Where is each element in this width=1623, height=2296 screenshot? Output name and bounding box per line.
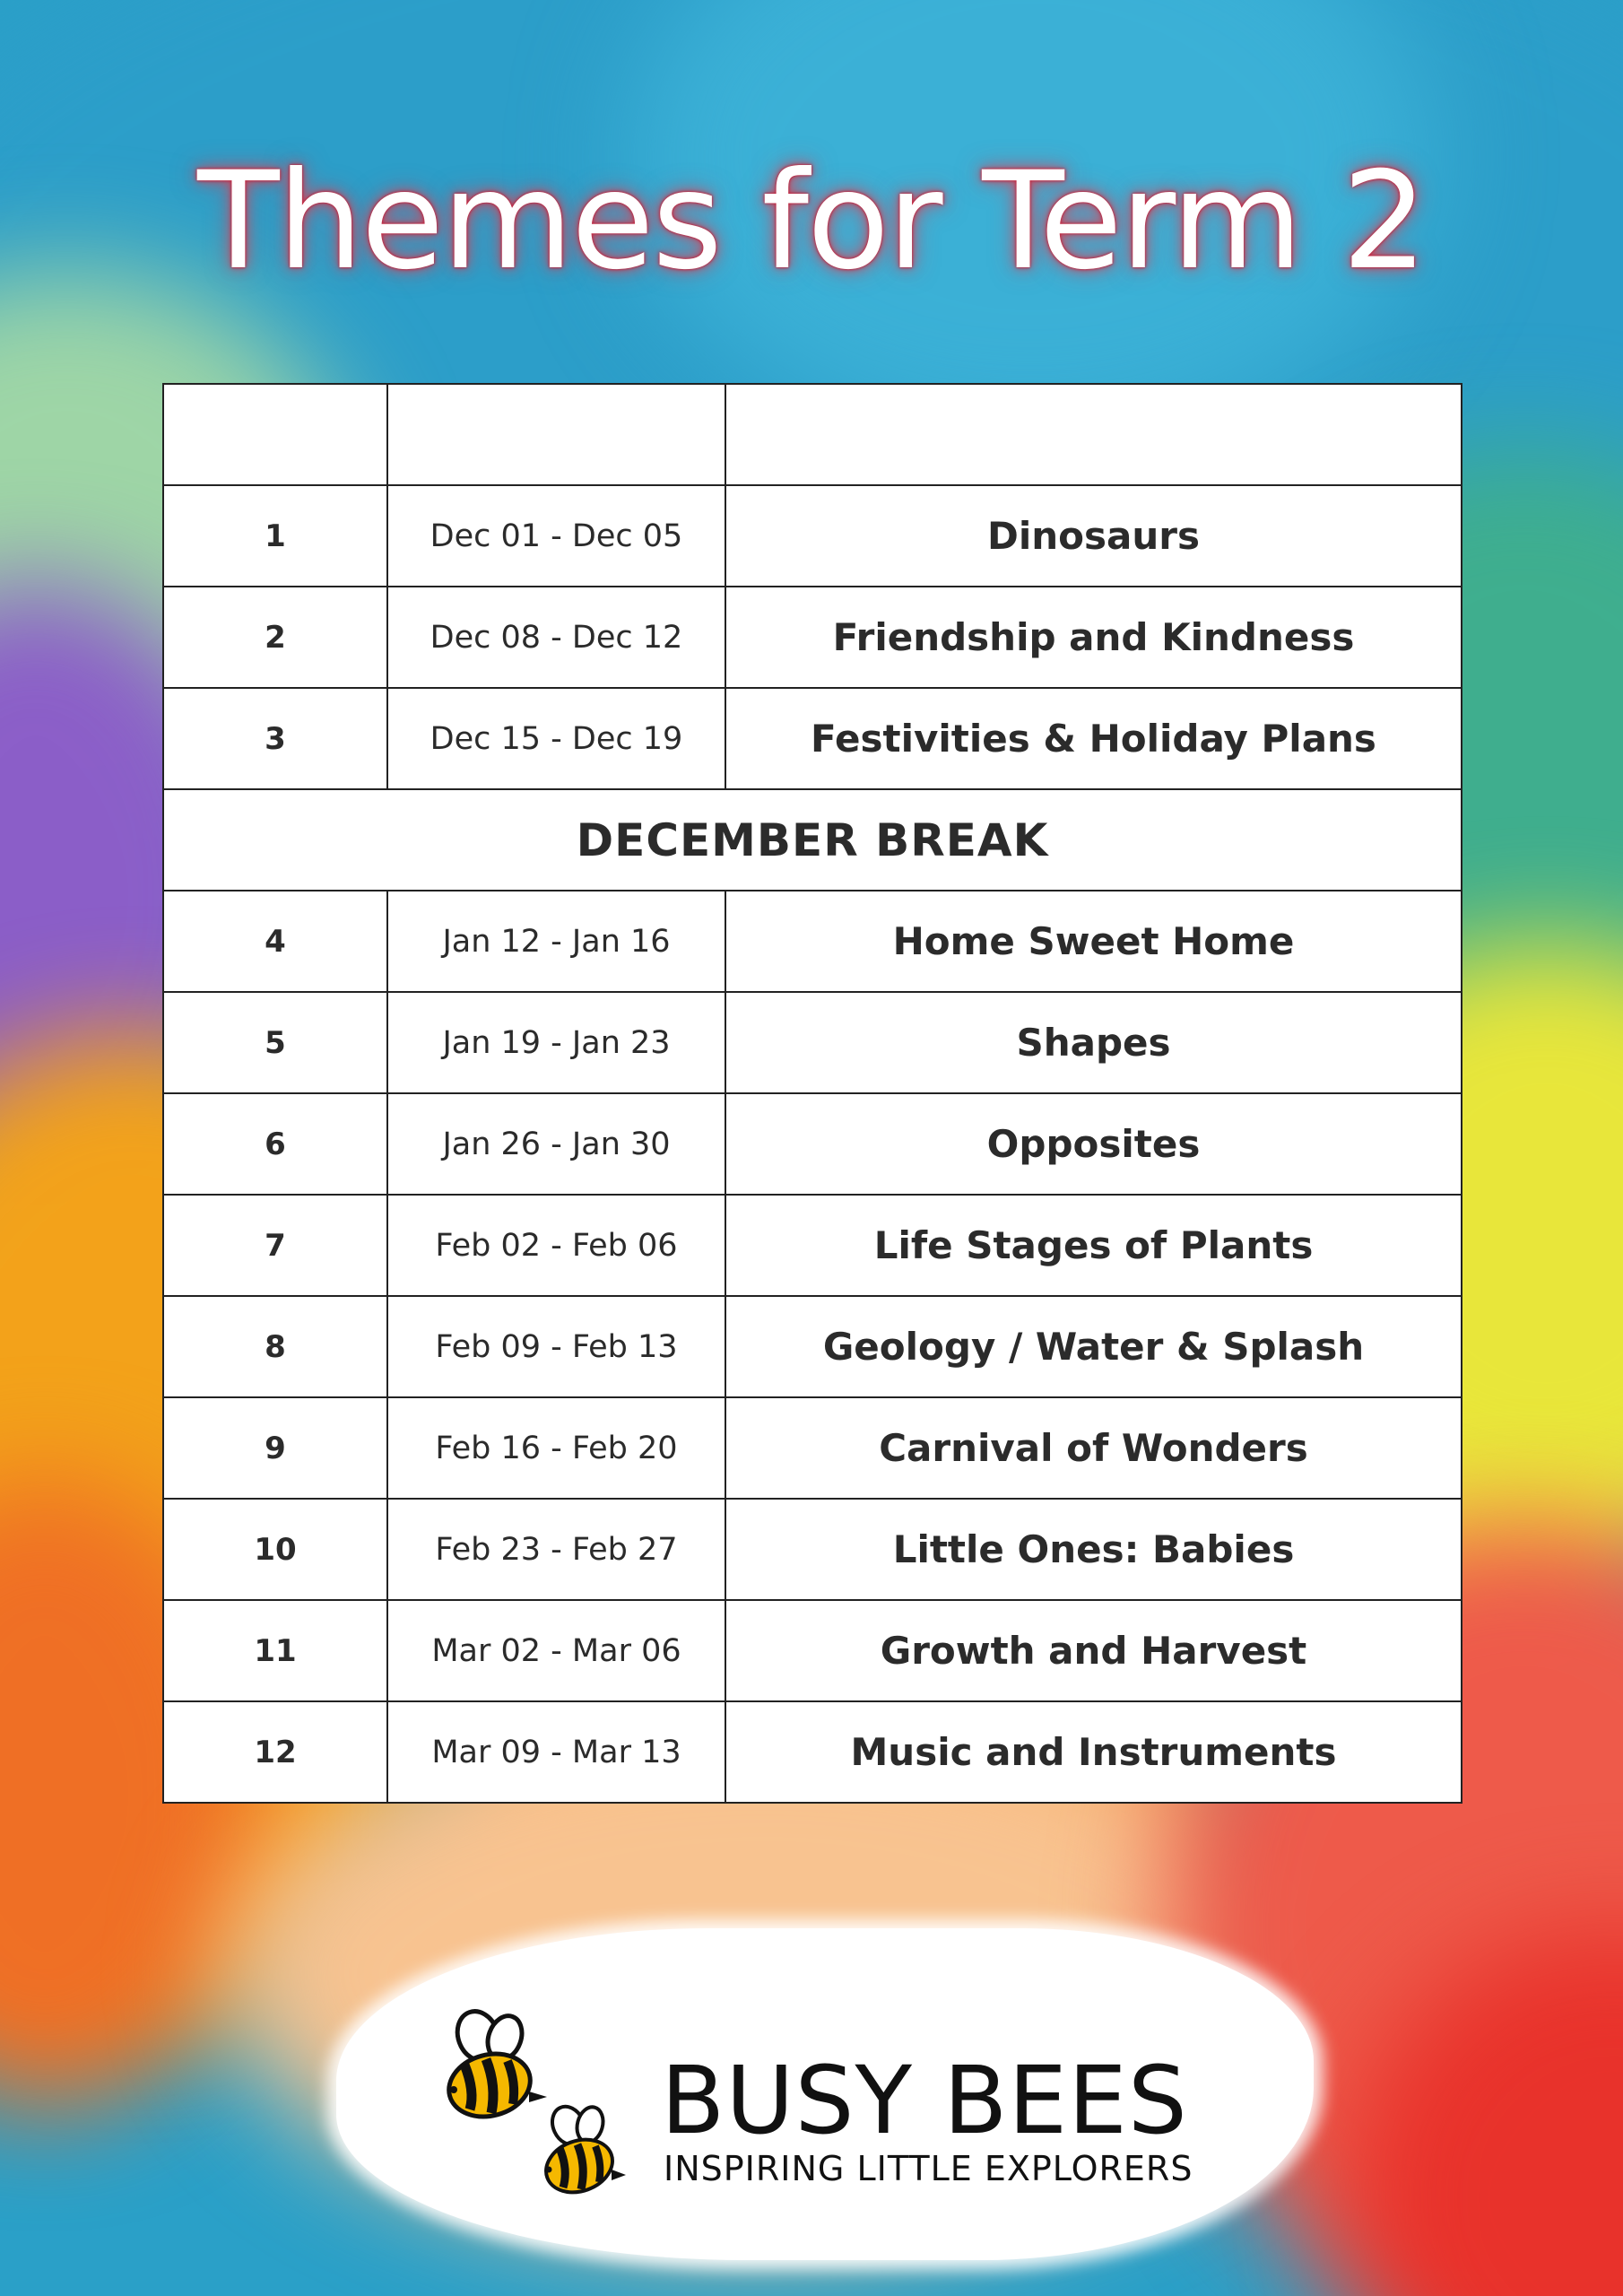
table-row bbox=[163, 1499, 1462, 1600]
theme-cell: Dinosaurs bbox=[725, 485, 1462, 587]
theme-cell: Shapes bbox=[725, 992, 1462, 1093]
week-cell: 2 bbox=[163, 587, 387, 688]
table-row bbox=[163, 485, 1462, 587]
week-cell: 11 bbox=[163, 1600, 387, 1701]
table-row bbox=[163, 1296, 1462, 1397]
week-cell: 1 bbox=[163, 485, 387, 587]
date-cell: Jan 19 - Jan 23 bbox=[387, 992, 725, 1093]
december-break-label: DECEMBER BREAK bbox=[163, 789, 1462, 891]
break-row bbox=[163, 789, 1462, 891]
themes-table bbox=[162, 383, 1462, 1804]
table-row bbox=[163, 587, 1462, 688]
table-header-row bbox=[163, 384, 1462, 485]
theme-cell: Festivities & Holiday Plans bbox=[725, 688, 1462, 789]
theme-cell: Growth and Harvest bbox=[725, 1600, 1462, 1701]
theme-header: Theme bbox=[725, 384, 1462, 485]
date-cell: Feb 23 - Feb 27 bbox=[387, 1499, 725, 1600]
week-cell: 12 bbox=[163, 1701, 387, 1803]
theme-cell: Music and Instruments bbox=[725, 1701, 1462, 1803]
week-cell: 8 bbox=[163, 1296, 387, 1397]
week-cell: 7 bbox=[163, 1195, 387, 1296]
week-cell: 9 bbox=[163, 1397, 387, 1499]
theme-cell: Friendship and Kindness bbox=[725, 587, 1462, 688]
table-row bbox=[163, 1701, 1462, 1803]
date-cell: Feb 16 - Feb 20 bbox=[387, 1397, 725, 1499]
date-cell: Dec 01 - Dec 05 bbox=[387, 485, 725, 587]
date-cell: Jan 26 - Jan 30 bbox=[387, 1093, 725, 1195]
week-cell: 4 bbox=[163, 891, 387, 992]
table-row bbox=[163, 891, 1462, 992]
date-cell: Feb 02 - Feb 06 bbox=[387, 1195, 725, 1296]
date-cell: Jan 12 - Jan 16 bbox=[387, 891, 725, 992]
date-header: Date bbox=[387, 384, 725, 485]
table-row bbox=[163, 1397, 1462, 1499]
week-cell: 5 bbox=[163, 992, 387, 1093]
date-cell: Feb 09 - Feb 13 bbox=[387, 1296, 725, 1397]
week-cell: 10 bbox=[163, 1499, 387, 1600]
week-cell: 6 bbox=[163, 1093, 387, 1195]
brand-tagline: INSPIRING LITTLE EXPLORERS bbox=[664, 2149, 1193, 2188]
table-row bbox=[163, 1093, 1462, 1195]
week-header: Week bbox=[163, 384, 387, 485]
date-cell: Mar 09 - Mar 13 bbox=[387, 1701, 725, 1803]
theme-cell: Little Ones: Babies bbox=[725, 1499, 1462, 1600]
theme-cell: Geology / Water & Splash bbox=[725, 1296, 1462, 1397]
brand-name: BUSY BEES bbox=[661, 2046, 1188, 2155]
theme-cell: Carnival of Wonders bbox=[725, 1397, 1462, 1499]
date-cell: Mar 02 - Mar 06 bbox=[387, 1600, 725, 1701]
theme-cell: Life Stages of Plants bbox=[725, 1195, 1462, 1296]
table-row bbox=[163, 1600, 1462, 1701]
table-row bbox=[163, 1195, 1462, 1296]
theme-cell: Opposites bbox=[725, 1093, 1462, 1195]
table-row bbox=[163, 992, 1462, 1093]
theme-cell: Home Sweet Home bbox=[725, 891, 1462, 992]
bee-icon bbox=[527, 2103, 635, 2202]
page-title: Themes for Term 2 bbox=[197, 144, 1426, 300]
date-cell: Dec 08 - Dec 12 bbox=[387, 587, 725, 688]
table-row bbox=[163, 688, 1462, 789]
date-cell: Dec 15 - Dec 19 bbox=[387, 688, 725, 789]
week-cell: 3 bbox=[163, 688, 387, 789]
